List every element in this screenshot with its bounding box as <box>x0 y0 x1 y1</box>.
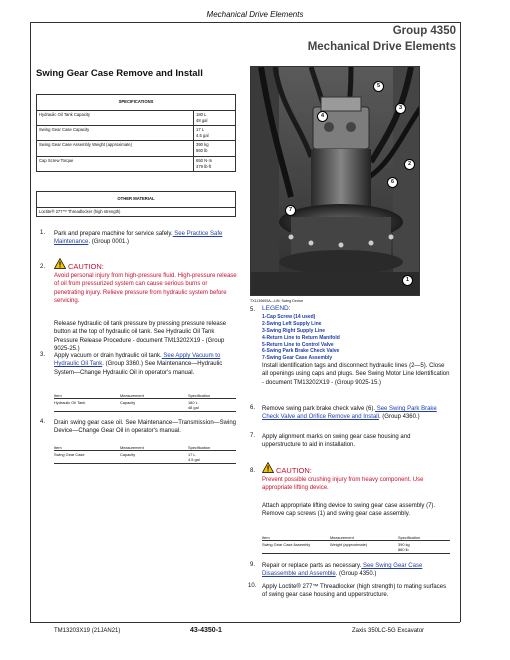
figure-legend <box>262 314 340 362</box>
swing-gear-case-disassemble-link[interactable]: See Swing Gear Case Disassemble and Assemble <box>262 563 423 578</box>
figure-caption: TX1139693A—UN: Swing Device <box>250 299 304 303</box>
spec-value: 650 N·m 479 lb-ft <box>194 156 236 171</box>
spec-value: 390 kg 860 lb <box>194 141 236 156</box>
table-row <box>37 126 236 141</box>
step-5-text: Install identification tags and disconnect hydraulic lines (2—5). Close all openings using caps and plugs. See Swing Motor Line Identification - document TM13202X19 - (Group 9025-15.) <box>262 363 450 386</box>
step-10-text: Apply Loctite® 277™ Threadlocker (high strength) to mating surfaces of swing gear case housing and upperstructure. <box>262 584 447 599</box>
step-9-text: Repair or replace parts as necessary. See Swing Gear Case Disassemble and Assemble. (Group 4350.) <box>262 563 423 578</box>
step-8-spec-table: Item Measurement Specification Swing Gear Case Assembly Weight (approximate) 390 kg 860 lb <box>262 534 450 554</box>
table-row <box>37 111 236 126</box>
callout-7: 7 <box>285 205 296 216</box>
step-number: 4. <box>40 419 46 425</box>
practice-safe-maintenance-link[interactable]: See Practice Safe Maintenance <box>54 231 223 246</box>
legend-item: 3-Swing Right Supply Line <box>262 327 326 334</box>
step-1-text: Park and prepare machine for service safely. See Practice Safe Maintenance. (Group 0001.) <box>54 231 223 246</box>
callout-5: 5 <box>373 81 384 92</box>
legend-title: LEGEND: <box>262 305 291 312</box>
section-title: Swing Gear Case Remove and Install <box>36 68 203 79</box>
running-header: Mechanical Drive Elements <box>206 10 304 19</box>
spec-label: Swing Gear Case Capacity <box>37 126 194 141</box>
legend-item: 7-Swing Gear Case Assembly <box>262 355 333 362</box>
step-number: 10. <box>248 583 257 589</box>
legend-item: 6-Swing Park Brake Check Valve <box>262 348 340 355</box>
spec-label: Swing Gear Case Assembly Weight (approximate) <box>37 141 194 156</box>
right-margin-rule <box>460 22 461 622</box>
other-material-heading: OTHER MATERIAL <box>37 192 236 208</box>
warning-triangle-icon <box>54 258 66 269</box>
callout-4: 4 <box>317 111 328 122</box>
step-number: 3. <box>40 352 46 358</box>
footer-page-number: 43-4350-1 <box>190 627 222 634</box>
left-margin-rule <box>30 22 31 622</box>
step-4-spec-table: Item Measurement Specification Swing Gear Case Capacity 17 L 4.5 gal <box>54 444 236 464</box>
legend-item: 5-Return Line to Control Valve <box>262 341 334 348</box>
header-rule <box>30 22 460 23</box>
step-number: 5. <box>250 307 256 313</box>
caution-text: Prevent possible crushing injury from heavy component. Use appropriate lifting device. <box>262 477 424 492</box>
step-4-text: Drain swing gear case oil. See Maintenance—Transmission—Swing Device—Change Gear Oil in operator's manual. <box>54 420 236 435</box>
spec-value: 17 L 4.5 gal <box>194 126 236 141</box>
table-row: Hydraulic Oil Tank Capacity 180 L 48 gal <box>54 399 236 412</box>
table-row: Swing Gear Case Assembly Weight (approximate) 390 kg 860 lb <box>262 541 450 554</box>
step-number: 9. <box>250 562 256 568</box>
swing-park-brake-check-valve-link[interactable]: See Swing Park Brake Check Valve and Orifice Remove and Install <box>262 406 437 421</box>
step-2-text: Release hydraulic oil tank pressure by pressing pressure release button at the top of hydraulic oil tank. See Hydraulic Oil Tank Pressure Release Procedure - document TM13202X19 - (Group 9025-25.) <box>54 321 227 352</box>
table-row: Swing Gear Case Capacity 17 L 4.5 gal <box>54 451 236 464</box>
spec-label: Cap Screw Torque <box>37 156 194 171</box>
table-row <box>37 208 236 217</box>
legend-item: 2-Swing Left Supply Line <box>262 320 322 327</box>
legend-item: 4-Return Line to Return Manifold <box>262 334 340 341</box>
spec-label: Hydraulic Oil Tank Capacity <box>37 111 194 126</box>
table-row <box>37 156 236 171</box>
footer-rule <box>30 622 460 623</box>
step-3-text: Apply vacuum or drain hydraulic oil tank. See Apply Vacuum to Hydraulic Oil Tank. (Group 3360.) See Maintenance—Hydraulic System—Change Hydraulic Oil in operator's manual. <box>54 353 223 376</box>
step-3-spec-table: Item Measurement Specification Hydraulic Oil Tank Capacity 180 L 48 gal <box>54 392 236 412</box>
caution-text: Avoid personal injury from high-pressure fluid. High-pressure release of oil from pressurized system can cause serious burns or penetrating injury. Relieve pressure from hydraulic system before servicing. <box>54 273 237 304</box>
step-number: 1. <box>40 230 46 236</box>
step-7-text: Apply alignment marks on swing gear case housing and upperstructure to aid in installation. <box>262 434 411 449</box>
caution-label: CAUTION: <box>276 466 312 475</box>
other-material-table <box>36 191 236 217</box>
callout-1: 1 <box>402 275 413 286</box>
footer-doc-id: TM13203X19 (21JAN21) <box>54 628 121 634</box>
caution-label: CAUTION: <box>68 262 104 271</box>
step-8-text: Attach appropriate lifting device to swing gear case assembly (7). Remove cap screws (1) and swing gear case assembly. <box>262 503 436 518</box>
step-number: 7. <box>250 433 256 439</box>
callout-6: 6 <box>387 177 398 188</box>
step-6-text: Remove swing park brake check valve (6). See Swing Park Brake Check Valve and Orifice Remove and Install. (Group 4360.) <box>262 406 437 421</box>
step-number: 6. <box>250 405 256 411</box>
spec-value: 180 L 48 gal <box>194 111 236 126</box>
callout-3: 3 <box>395 103 406 114</box>
specifications-table <box>36 94 236 172</box>
footer-model: Zaxis 350LC-5G Excavator <box>352 628 425 634</box>
group-title: Mechanical Drive Elements <box>307 41 456 53</box>
apply-vacuum-link[interactable]: See Apply Vacuum to Hydraulic Oil Tank <box>54 353 221 368</box>
step-number: 8. <box>250 468 256 474</box>
specifications-heading: SPECIFICATIONS <box>37 95 236 111</box>
legend-item: 1-Cap Screw (14 used) <box>262 314 316 320</box>
step-number: 2. <box>40 264 46 270</box>
group-number: Group 4350 <box>392 25 456 37</box>
table-row <box>37 141 236 156</box>
other-material-item: Loctite® 277™ Threadlocker (high strength) <box>37 208 236 217</box>
swing-device-photo <box>250 66 420 296</box>
callout-2: 2 <box>404 159 415 170</box>
warning-triangle-icon <box>262 462 274 473</box>
